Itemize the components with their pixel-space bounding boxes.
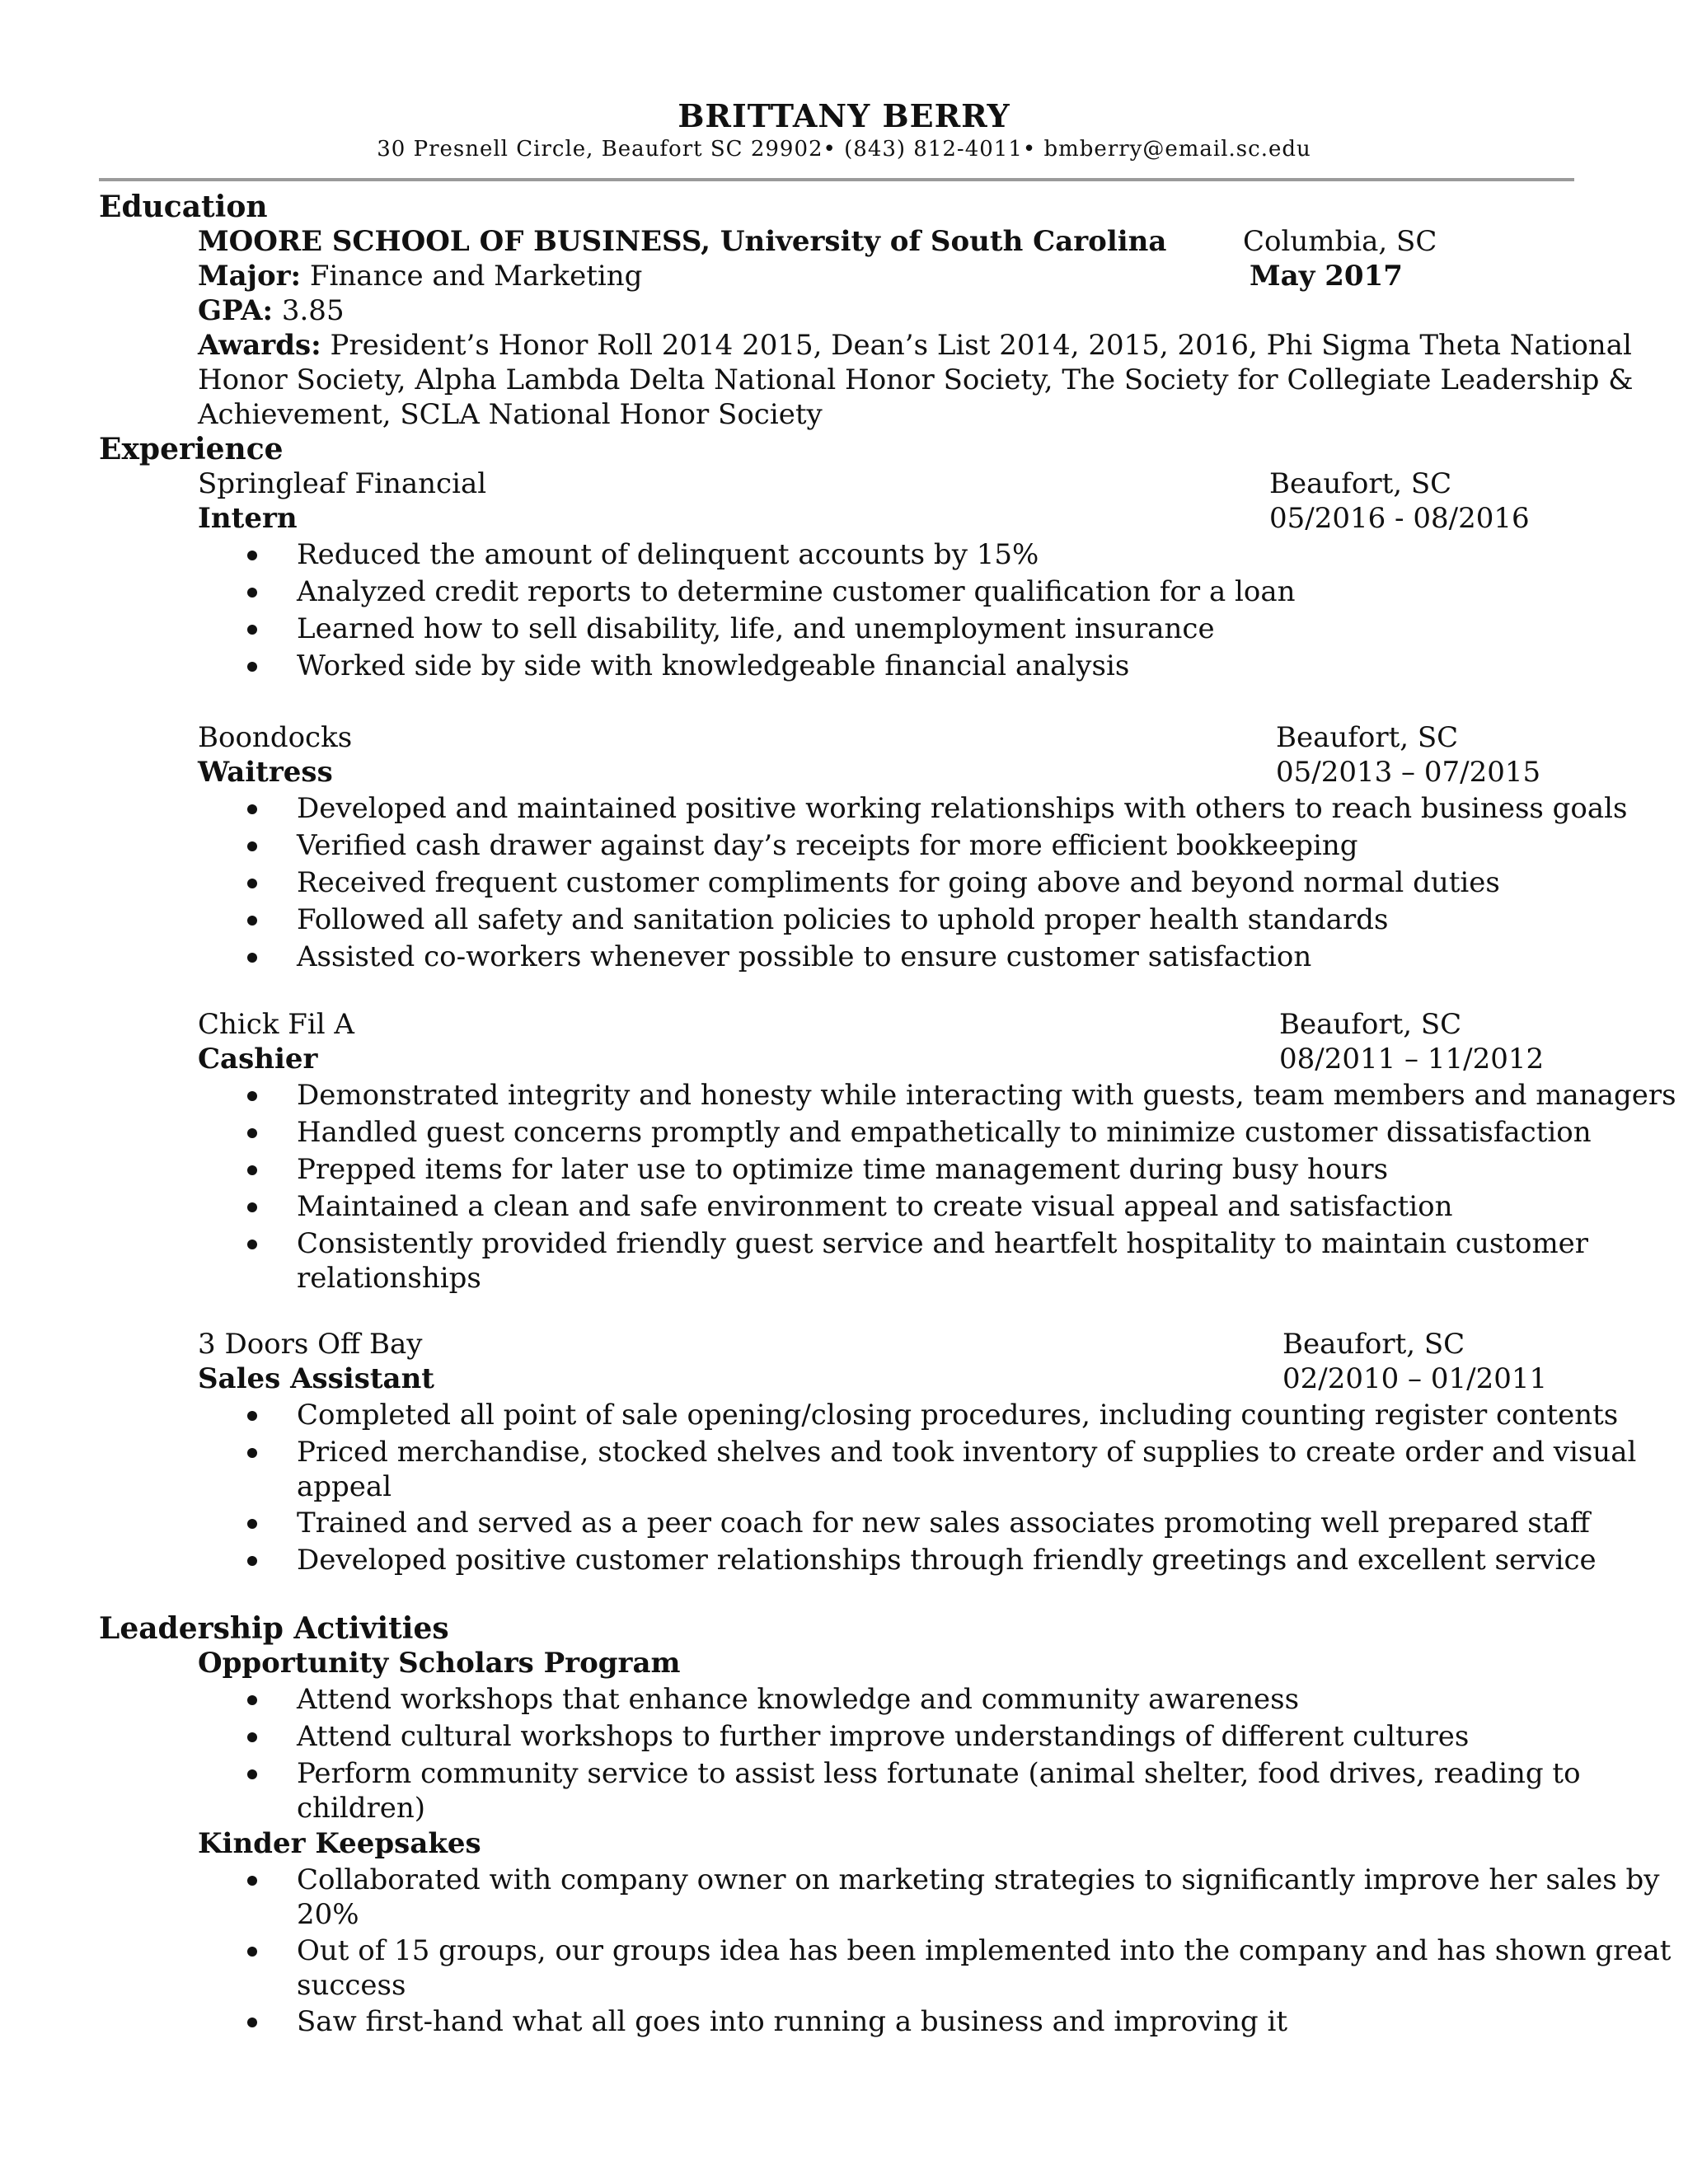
gpa-line: [198, 293, 345, 328]
education-heading: Education: [99, 190, 268, 224]
job-bullet: Followed all safety and sanitation policies to uphold proper health standards: [297, 903, 1389, 936]
activity-bullet: Perform community service to assist less fortunate (animal shelter, food drives, reading to: [297, 1757, 1581, 1790]
bullet-icon: [247, 2018, 257, 2027]
job-bullet: Prepped items for later use to optimize time management during busy hours: [297, 1153, 1389, 1186]
job-bullet: Priced merchandise, stocked shelves and took inventory of supplies to create order and visual: [297, 1436, 1637, 1469]
job-company: 3 Doors Off Bay: [198, 1328, 423, 1361]
activity-bullet: Saw first-hand what all goes into running a business and improving it: [297, 2005, 1288, 2038]
job-dates: 05/2013 – 07/2015: [1276, 756, 1541, 789]
bullet-icon: [247, 1519, 257, 1529]
graduation-date: May 2017: [1250, 260, 1403, 293]
job-location: Beaufort, SC: [1276, 721, 1459, 754]
leadership-heading: Leadership Activities: [99, 1611, 449, 1646]
bullet-icon: [247, 1448, 257, 1458]
job-dates: 08/2011 – 11/2012: [1279, 1043, 1545, 1076]
bullet-icon: [247, 1202, 257, 1212]
job-dates: 02/2010 – 01/2011: [1282, 1362, 1548, 1395]
awards-line: [198, 328, 1632, 363]
awards-label: Awards:: [198, 329, 321, 362]
bullet-icon: [247, 1556, 257, 1566]
major-line: [198, 259, 642, 293]
bullet-icon: [247, 841, 257, 851]
bullet-icon: [247, 588, 257, 598]
school-name: MOORE SCHOOL OF BUSINESS, University of South Carolina: [198, 225, 1167, 258]
activity-bullet-continuation: success: [297, 1969, 406, 2002]
bullet-icon: [247, 1695, 257, 1705]
awards-text-3: Achievement, SCLA National Honor Society: [198, 398, 823, 431]
job-bullet-continuation: relationships: [297, 1262, 481, 1295]
job-bullet: Demonstrated integrity and honesty while interacting with guests, team members and managers: [297, 1079, 1676, 1112]
bullet-icon: [247, 1091, 257, 1101]
contact-info: 30 Presnell Circle, Beaufort SC 29902• (843) 812-4011• bmberry@email.sc.edu: [377, 137, 1311, 162]
gpa-value: 3.85: [273, 294, 345, 327]
job-bullet-continuation: appeal: [297, 1470, 392, 1503]
bullet-icon: [247, 1240, 257, 1249]
job-bullet: Completed all point of sale opening/closing procedures, including counting register contents: [297, 1399, 1619, 1432]
bullet-icon: [247, 1732, 257, 1742]
job-location: Beaufort, SC: [1282, 1328, 1465, 1361]
job-title: Cashier: [198, 1043, 318, 1076]
bullet-icon: [247, 804, 257, 814]
job-company: Boondocks: [198, 721, 353, 754]
job-bullet: Reduced the amount of delinquent accounts by 15%: [297, 538, 1039, 571]
bullet-icon: [247, 1165, 257, 1175]
major-label: Major:: [198, 260, 302, 293]
job-title: Waitress: [198, 756, 333, 789]
job-company: Springleaf Financial: [198, 467, 487, 500]
job-bullet: Handled guest concerns promptly and empathetically to minimize customer dissatisfaction: [297, 1116, 1592, 1149]
bullet-icon: [247, 662, 257, 672]
bullet-icon: [247, 1769, 257, 1779]
bullet-icon: [247, 953, 257, 963]
job-bullet: Analyzed credit reports to determine customer qualification for a loan: [297, 575, 1296, 608]
job-bullet: Developed and maintained positive working relationships with others to reach business goals: [297, 792, 1628, 825]
activity-title: Opportunity Scholars Program: [198, 1647, 681, 1680]
job-bullet: Learned how to sell disability, life, and unemployment insurance: [297, 612, 1215, 645]
activity-title: Kinder Keepsakes: [198, 1827, 481, 1860]
awards-text: President’s Honor Roll 2014 2015, Dean’s List 2014, 2015, 2016, Phi Sigma Theta National: [321, 329, 1632, 362]
major-value: Finance and Marketing: [301, 260, 643, 293]
job-bullet: Verified cash drawer against day’s receipts for more efficient bookkeeping: [297, 829, 1358, 862]
activity-bullet: Attend cultural workshops to further improve understandings of different cultures: [297, 1720, 1470, 1753]
experience-heading: Experience: [99, 432, 284, 466]
job-company: Chick Fil A: [198, 1008, 354, 1041]
bullet-icon: [247, 625, 257, 635]
bullet-icon: [247, 916, 257, 926]
bullet-icon: [247, 1128, 257, 1138]
activity-bullet-continuation: children): [297, 1792, 425, 1825]
job-bullet: Consistently provided friendly guest service and heartfelt hospitality to maintain customer: [297, 1227, 1589, 1260]
bullet-icon: [247, 551, 257, 560]
school-location: Columbia, SC: [1243, 225, 1437, 258]
gpa-label: GPA:: [198, 294, 274, 327]
activity-bullet: Out of 15 groups, our groups idea has been implemented into the company and has shown great: [297, 1934, 1672, 1967]
awards-text-2: Honor Society, Alpha Lambda Delta National Honor Society, The Society for Collegiate Leadership &: [198, 363, 1634, 396]
bullet-icon: [247, 1876, 257, 1886]
bullet-icon: [247, 879, 257, 888]
job-location: Beaufort, SC: [1279, 1008, 1462, 1041]
activity-bullet: Attend workshops that enhance knowledge and community awareness: [297, 1683, 1300, 1716]
activity-bullet: Collaborated with company owner on marketing strategies to significantly improve her sales by: [297, 1863, 1660, 1896]
bullet-icon: [247, 1411, 257, 1421]
job-location: Beaufort, SC: [1269, 467, 1452, 500]
job-bullet: Trained and served as a peer coach for new sales associates promoting well prepared staff: [297, 1507, 1590, 1540]
job-bullet: Developed positive customer relationships through friendly greetings and excellent service: [297, 1544, 1597, 1577]
job-title: Sales Assistant: [198, 1362, 434, 1395]
job-bullet: Assisted co-workers whenever possible to ensure customer satisfaction: [297, 940, 1312, 973]
candidate-name: BRITTANY BERRY: [678, 97, 1010, 134]
job-dates: 05/2016 - 08/2016: [1269, 502, 1530, 535]
activity-bullet-continuation: 20%: [297, 1898, 359, 1931]
bullet-icon: [247, 1947, 257, 1957]
header-divider: [99, 178, 1574, 181]
job-bullet: Worked side by side with knowledgeable financial analysis: [297, 649, 1130, 682]
job-title: Intern: [198, 502, 298, 535]
job-bullet: Received frequent customer compliments for going above and beyond normal duties: [297, 866, 1500, 899]
job-bullet: Maintained a clean and safe environment to create visual appeal and satisfaction: [297, 1190, 1453, 1223]
